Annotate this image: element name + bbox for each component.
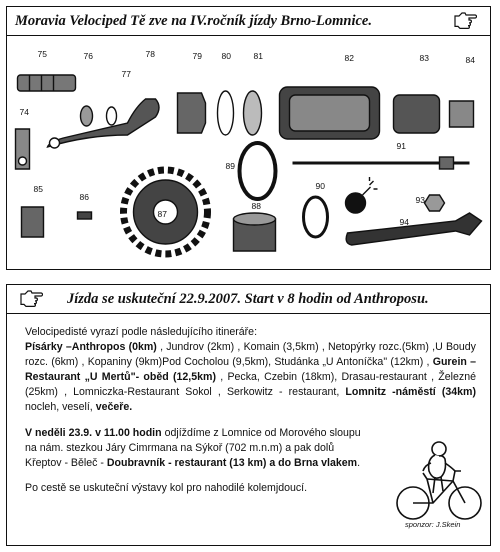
- itinerary-start: Písárky –Anthropos (0km): [25, 341, 157, 354]
- sunday-time: V neděli 23.9. v 11.00 hodin: [25, 426, 162, 439]
- closing-note: Po cestě se uskuteční výstavy kol pro nahodilé kolemjdoucí.: [25, 481, 308, 494]
- label-80: 80: [221, 51, 231, 61]
- label-88: 88: [251, 201, 261, 211]
- label-84: 84: [465, 55, 475, 65]
- label-74: 74: [19, 107, 29, 117]
- itinerary-intro: Velocipedisté vyrazí podle následujícího itineráře:: [25, 326, 258, 338]
- sunday-itinerary: [25, 426, 361, 471]
- invitation-title: Moravia Velociped Tě zve na IV.ročník jízdy Brno-Lomnice.: [15, 13, 372, 29]
- itinerary-lunch: Gurein –Restaurant „U Mertů"- oběd (12,5km): [25, 356, 476, 384]
- itinerary-night: nocleh, veselí,: [25, 401, 93, 414]
- sponsor-credit: sponzor: J.Skein: [405, 520, 461, 529]
- part-90-ring: [304, 197, 328, 237]
- itinerary-dinner: večeře.: [95, 401, 133, 414]
- part-89-ring: [240, 143, 276, 199]
- bomb-icon: [346, 193, 366, 213]
- part-80-ring: [218, 91, 234, 135]
- parts-drawing: [7, 37, 490, 269]
- part-78-crank: [48, 99, 160, 147]
- part-76-nut: [81, 106, 93, 126]
- bicycle-parts-illustration: [7, 37, 490, 269]
- part-94-wrench: [346, 213, 481, 245]
- label-79: 79: [192, 51, 202, 61]
- label-76: 76: [83, 51, 93, 61]
- label-87: 87: [157, 209, 167, 219]
- label-90: 90: [315, 181, 325, 191]
- cyclist-illustration: [391, 437, 487, 527]
- pointing-hand-right-icon: [453, 11, 477, 29]
- itinerary-panel: [6, 284, 491, 546]
- part-75-axle: [18, 75, 76, 91]
- itinerary-route-2: , Pecka, Czebin (18km), Drasau-restaurant , Železné (25km) , Lomniczka-Restaurant Sokol , Serkowitz - restaurant,: [25, 371, 476, 399]
- label-91: 91: [396, 141, 406, 151]
- label-83: 83: [419, 53, 429, 63]
- label-75: 75: [37, 49, 47, 59]
- label-94: 94: [399, 217, 409, 227]
- label-82: 82: [344, 53, 354, 63]
- event-date-title: Jízda se uskuteční 22.9.2007. Start v 8 hodin od Anthroposu.: [67, 291, 429, 307]
- part-81-bearing: [244, 91, 262, 135]
- sunday-route: odjíždíme z Lomnice od Morového sloupu na nám. stezkou Járy Cimrmana na Sýkoř (702 m.n.m) a pak dolů Křeptov - Běleč -: [25, 426, 361, 469]
- label-89: 89: [225, 161, 235, 171]
- invitation-header: [7, 7, 490, 36]
- label-85: 85: [33, 184, 43, 194]
- label-77: 77: [121, 69, 131, 79]
- parts-catalog-panel: [6, 6, 491, 270]
- label-81: 81: [253, 51, 263, 61]
- part-93-nut: [425, 195, 445, 211]
- sunday-period: .: [357, 456, 361, 469]
- sunday-return: Doubravník - restaurant (13 km) a do Brna vlakem: [106, 456, 358, 469]
- saturday-itinerary: [25, 325, 476, 416]
- part-84-cone: [450, 101, 474, 127]
- label-86: 86: [79, 192, 89, 202]
- part-77-washer: [107, 107, 117, 125]
- itinerary-route-1: , Jundrov (2km) , Komain (3,5km) , Netopýrky rozc.(5km) ,U Boudy rozc. (6km) , Kopaniny (9km)Pod Cocholou (9,5km), Studánka „U Antoníčka" (12km) ,: [25, 341, 476, 369]
- part-86-pin: [78, 212, 92, 219]
- label-93: 93: [415, 195, 425, 205]
- part-79-cup: [178, 93, 206, 133]
- part-85-cup: [22, 207, 44, 237]
- pointing-hand-right-icon: [19, 289, 43, 307]
- part-83-cluster: [394, 95, 440, 133]
- itinerary-finish: Lomnitz -náměstí (34km): [345, 386, 476, 399]
- label-78: 78: [145, 49, 155, 59]
- event-header: [7, 285, 490, 314]
